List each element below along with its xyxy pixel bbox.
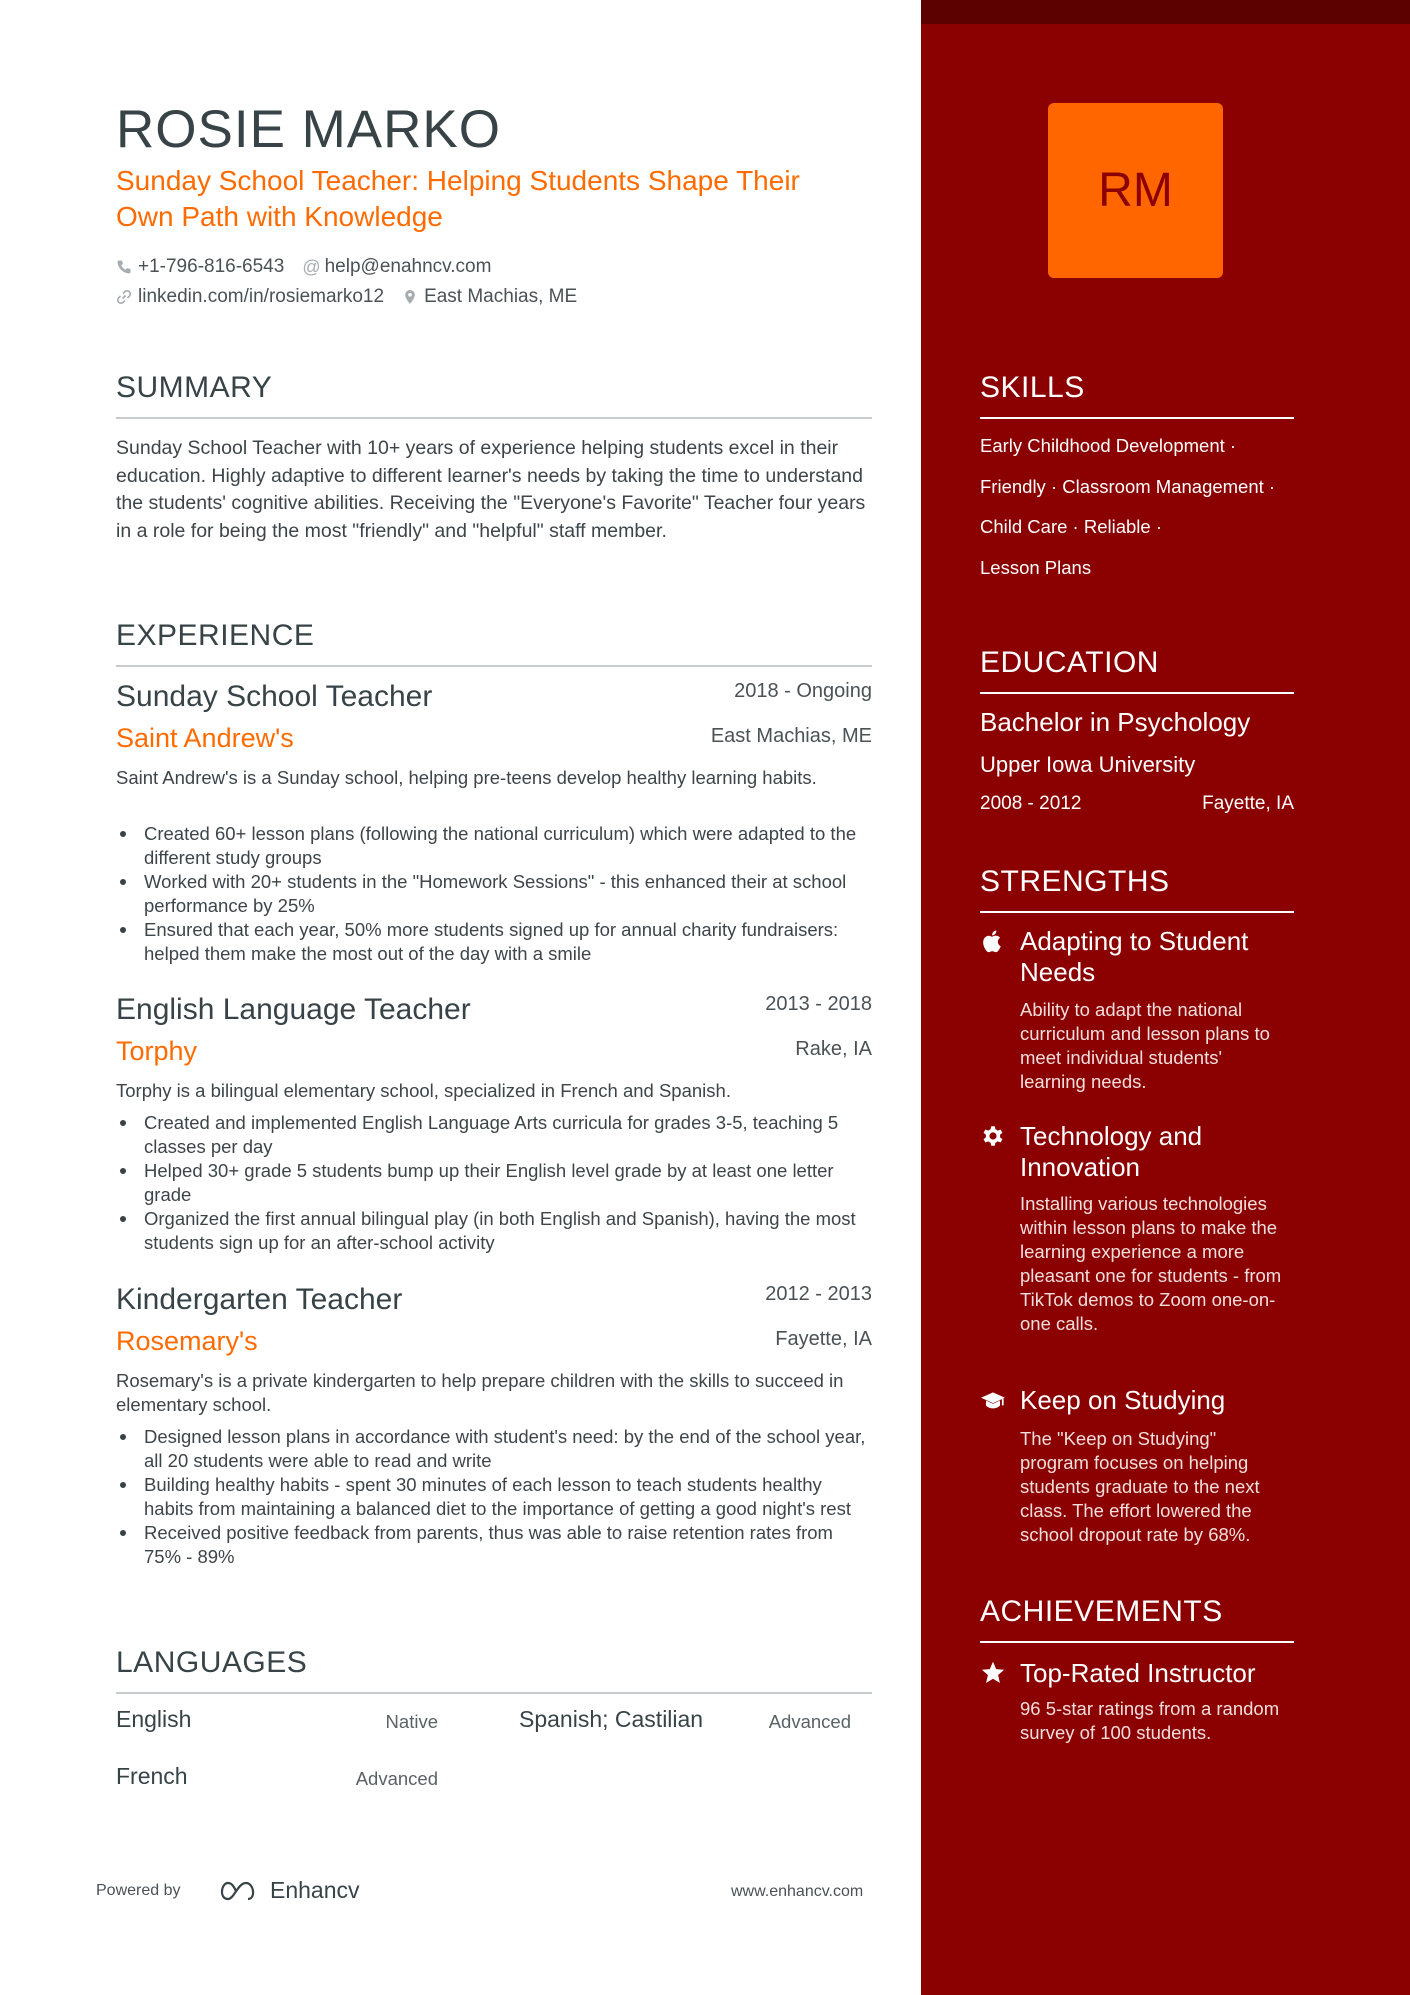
job-bullet: Organized the first annual bilingual play (in both English and Spanish), having the most students sign up for an after-school activity (116, 1207, 872, 1255)
strengths-divider (980, 911, 1294, 913)
contact-row (116, 252, 872, 282)
achievement-title: Top-Rated Instructor (1020, 1658, 1256, 1688)
sidebar-top-band (921, 0, 1410, 24)
strengths-heading: STRENGTHS (980, 865, 1170, 898)
education-heading: EDUCATION (980, 646, 1159, 679)
phone-icon (116, 259, 132, 275)
avatar (1048, 103, 1223, 278)
education-dates: 2008 - 2012 (980, 793, 1082, 814)
location-text: East Machias, ME (424, 286, 578, 307)
summary-heading: SUMMARY (116, 371, 273, 404)
job-bullet: Helped 30+ grade 5 students bump up their English level grade by at least one letter grade (116, 1159, 872, 1207)
contact-info (116, 252, 872, 312)
job-dates: 2018 - Ongoing (734, 680, 872, 702)
skills-heading: SKILLS (980, 371, 1085, 404)
strength-description: Ability to adapt the national curriculum and lesson plans to meet individual students' learning needs. (1020, 999, 1270, 1092)
strength-title: Adapting to Student Needs (1020, 926, 1249, 987)
skill-line: Child Care · Reliable · (980, 516, 1162, 537)
experience-divider (116, 665, 872, 667)
language-level: Native (385, 1711, 438, 1732)
job-bullet: Designed lesson plans in accordance with student's need: by the end of the school year, all 20 students were able to read and write (116, 1425, 872, 1473)
location-contact (402, 286, 577, 308)
job-description: Saint Andrew's is a Sunday school, helping pre-teens develop healthy learning habits. (116, 767, 817, 788)
education-school: Upper Iowa University (980, 752, 1196, 777)
contact-row (116, 282, 872, 312)
language-level: Advanced (355, 1768, 438, 1789)
job-company: Rosemary's (116, 1326, 258, 1356)
achievements-divider (980, 1641, 1294, 1643)
language-name: English (116, 1706, 192, 1732)
avatar-initials: RM (1098, 164, 1173, 217)
strength-description: The "Keep on Studying" program focuses on helping students graduate to the next class. The effort lowered the school dropout rate by 68%. (1020, 1428, 1260, 1545)
apple-icon (980, 928, 1006, 954)
link-icon (116, 289, 132, 305)
job-description: Torphy is a bilingual elementary school, specialized in French and Spanish. (116, 1080, 731, 1101)
summary-divider (116, 417, 872, 419)
skills-divider (980, 417, 1294, 419)
job-location: East Machias, ME (710, 725, 872, 747)
languages-heading: LANGUAGES (116, 1646, 308, 1679)
email-contact[interactable] (302, 256, 491, 278)
language-name: French (116, 1763, 188, 1789)
summary-text: Sunday School Teacher with 10+ years of experience helping students excel in their education. Highly adaptive to different learner's needs by taking the time to understand the students' cognitive abilities. Receiving the "Everyone's Favorite" Teacher four years in a role for being the most "friendly" and "helpful" staff member. (116, 437, 866, 542)
footer-url[interactable]: www.enhancv.com (731, 1883, 864, 1900)
enhancv-logo[interactable] (216, 1877, 360, 1904)
job-location: Rake, IA (795, 1038, 872, 1060)
job-role: Sunday School Teacher (116, 680, 433, 713)
enhancv-infinity-icon (216, 1879, 262, 1903)
phone-contact[interactable] (116, 256, 284, 278)
strength-description: Installing various technologies within lesson plans to make the learning experience a more pleasant one for students - from TikTok demos to Zoom one-on-one calls. (1020, 1193, 1282, 1334)
job-bullet: Created 60+ lesson plans (following the national curriculum) which were adapted to the different study groups (116, 822, 872, 870)
job-bullet: Created and implemented English Language Arts curricula for grades 3-5, teaching 5 classes per day (116, 1111, 872, 1159)
skill-line: Lesson Plans (980, 557, 1092, 578)
job-role: English Language Teacher (116, 993, 471, 1026)
language-level: Advanced (768, 1711, 851, 1732)
candidate-title: Sunday School Teacher: Helping Students Shape Their Own Path with Knowledge (116, 165, 800, 232)
linkedin-contact[interactable] (116, 286, 384, 308)
email-text: help@enahncv.com (324, 256, 492, 277)
job-dates: 2012 - 2013 (765, 1283, 872, 1305)
experience-heading: EXPERIENCE (116, 619, 315, 652)
graduation-cap-icon (980, 1388, 1006, 1414)
phone-text: +1-796-816-6543 (138, 256, 285, 277)
job-bullets (116, 822, 872, 966)
brand-name: Enhancv (270, 1877, 360, 1903)
education-divider (980, 692, 1294, 694)
job-bullet: Ensured that each year, 50% more students signed up for annual charity fundraisers: helped them make the most out of the day with a smile (116, 918, 872, 966)
achievement-description: 96 5-star ratings from a random survey of 100 students. (1020, 1698, 1280, 1743)
job-bullet: Worked with 20+ students in the "Homework Sessions" - this enhanced their at school performance by 25% (116, 870, 872, 918)
job-company: Saint Andrew's (116, 723, 294, 753)
job-bullet: Building healthy habits - spent 30 minutes of each lesson to teach students healthy habits from maintaining a balanced diet to the importance of getting a good night's rest (116, 1473, 872, 1521)
job-company: Torphy (116, 1036, 198, 1066)
star-icon (980, 1660, 1006, 1686)
achievements-heading: ACHIEVEMENTS (980, 1595, 1223, 1628)
job-dates: 2013 - 2018 (765, 993, 872, 1015)
job-bullet: Received positive feedback from parents, thus was able to raise retention rates from 75% - 89% (116, 1521, 872, 1569)
job-bullets (116, 1111, 872, 1255)
job-location: Fayette, IA (775, 1328, 872, 1350)
powered-by-label: Powered by (96, 1882, 181, 1899)
job-role: Kindergarten Teacher (116, 1283, 403, 1316)
gear-icon (980, 1123, 1006, 1149)
strength-title: Keep on Studying (1020, 1385, 1226, 1415)
job-bullets (116, 1425, 872, 1569)
skill-line: Friendly · Classroom Management · (980, 476, 1276, 497)
job-description: Rosemary's is a private kindergarten to help prepare children with the skills to succeed in elementary school. (116, 1370, 844, 1415)
education-location: Fayette, IA (1202, 793, 1294, 814)
location-pin-icon (402, 289, 418, 305)
language-name: Spanish; Castilian (519, 1706, 704, 1732)
at-icon: @ (302, 257, 321, 277)
education-degree: Bachelor in Psychology (980, 707, 1251, 737)
linkedin-text: linkedin.com/in/rosiemarko12 (138, 286, 385, 307)
candidate-name: ROSIE MARKO (116, 100, 502, 159)
skill-line: Early Childhood Development · (980, 435, 1237, 456)
strength-title: Technology and Innovation (1020, 1121, 1203, 1182)
languages-divider (116, 1692, 872, 1694)
